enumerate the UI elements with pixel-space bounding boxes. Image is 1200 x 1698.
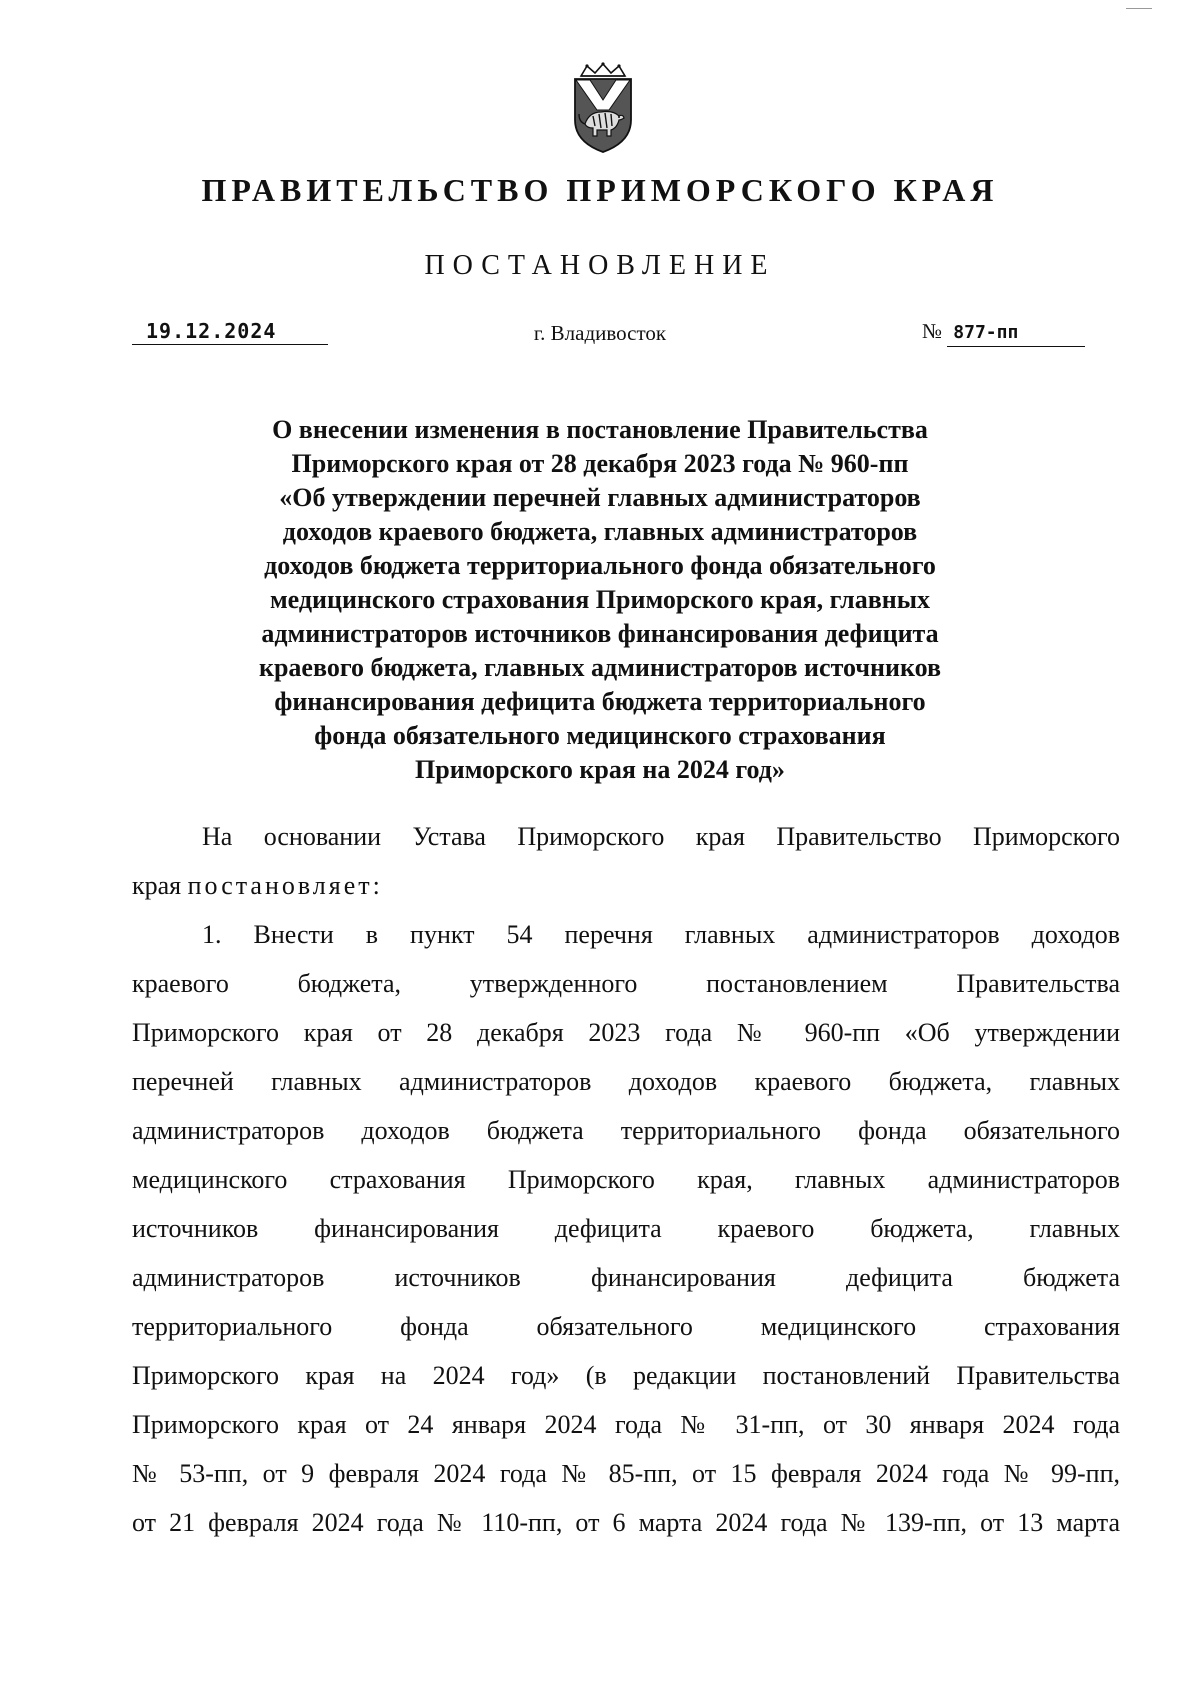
heading-line: Приморского края на 2024 год» — [415, 755, 785, 784]
body-line — [132, 861, 1120, 910]
resolves-word: постановляет: — [187, 871, 383, 900]
heading-line: доходов краевого бюджета, главных администраторов — [282, 517, 918, 546]
document-number-prefix: № — [922, 319, 943, 343]
heading-line: фонда обязательного медицинского страхования — [314, 721, 886, 750]
body-text-fragment: края — [132, 871, 182, 900]
government-title: ПРАВИТЕЛЬСТВО ПРИМОРСКОГО КРАЯ — [201, 172, 999, 208]
heading-line: финансирования дефицита бюджета территориального — [274, 687, 926, 716]
document-date: 19.12.2024 — [132, 318, 328, 345]
body-line: медицинского страхования Приморского края, главных администраторов — [132, 1165, 1120, 1194]
body-line: Приморского края на 2024 год» (в редакции постановлений Правительства — [132, 1361, 1120, 1390]
body-line: от 21 февраля 2024 года № 110-пп, от 6 марта 2024 года № 139-пп, от 13 марта — [132, 1508, 1120, 1537]
body-line: администраторов источников финансирования дефицита бюджета — [132, 1263, 1120, 1292]
heading-line: медицинского страхования Приморского края, главных — [269, 585, 931, 614]
document-body — [132, 812, 1120, 1547]
body-line: Приморского края от 28 декабря 2023 года № 960-пп «Об утверждении — [132, 1018, 1120, 1047]
body-line: перечней главных администраторов доходов краевого бюджета, главных — [132, 1067, 1120, 1096]
body-line: 1. Внести в пункт 54 перечня главных администраторов доходов — [202, 920, 1120, 949]
heading-line: краевого бюджета, главных администраторов источников — [258, 653, 941, 682]
body-line: администраторов доходов бюджета территориального фонда обязательного — [132, 1116, 1120, 1145]
document-heading — [180, 413, 1020, 787]
heading-line: О внесении изменения в постановление Правительства — [272, 415, 928, 444]
body-line: № 53-пп, от 9 февраля 2024 года № 85-пп, от 15 февраля 2024 года № 99-пп, — [132, 1459, 1120, 1488]
body-line: Приморского края от 24 января 2024 года № 31-пп, от 30 января 2024 года — [132, 1410, 1120, 1439]
body-line: краевого бюджета, утвержденного постановлением Правительства — [132, 969, 1120, 998]
document-number-value: 877-пп — [947, 320, 1085, 347]
heading-line: доходов бюджета территориального фонда обязательного — [264, 551, 936, 580]
document-number — [922, 318, 1100, 347]
document-city: г. Владивосток — [533, 321, 667, 345]
coat-of-arms-icon — [567, 62, 639, 154]
heading-line: Приморского края от 28 декабря 2023 года № 960-пп — [291, 449, 909, 478]
body-line: территориального фонда обязательного медицинского страхования — [132, 1312, 1120, 1341]
body-line: На основании Устава Приморского края Правительство Приморского — [202, 822, 1120, 851]
scan-corner-mark — [1126, 8, 1152, 9]
document-type-title: ПОСТАНОВЛЕНИЕ — [424, 250, 776, 281]
heading-line: администраторов источников финансирования дефицита — [261, 619, 939, 648]
heading-line: «Об утверждении перечней главных администраторов — [279, 483, 921, 512]
body-line: источников финансирования дефицита краевого бюджета, главных — [132, 1214, 1120, 1243]
